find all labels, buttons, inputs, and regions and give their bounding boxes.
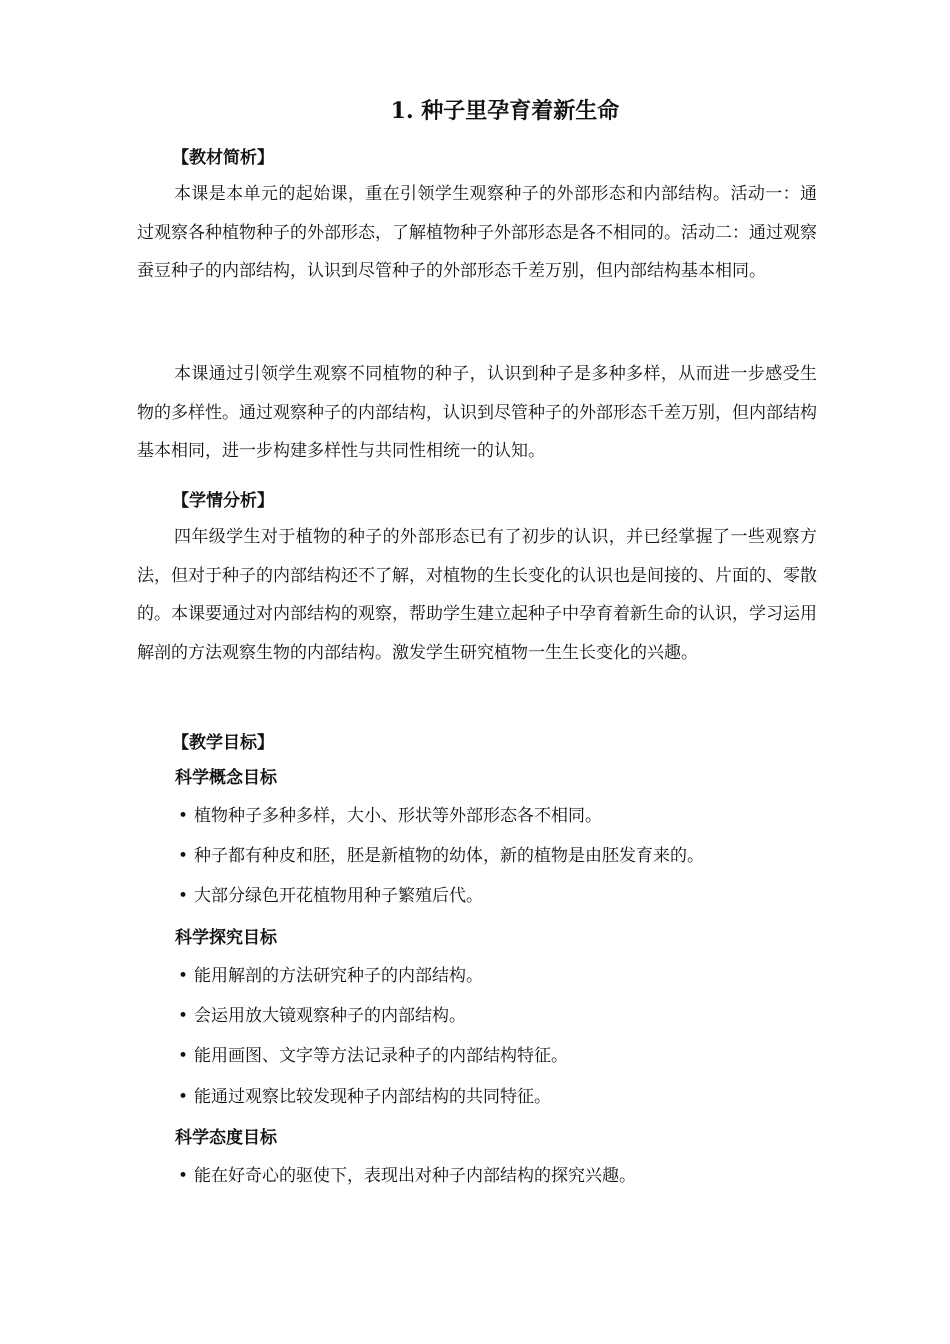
subheading-inquiry-goals: 科学探究目标 <box>175 928 277 948</box>
students-paragraph: 四年级学生对于植物的种子的外部形态已有了初步的认识，并已经掌握了一些观察方法，但对于种子的内部结构还不了解，对植物的生长变化的认识也是间接的、片面的、零散的。本课要通过对内部结构的观察，帮助学生建立起种子中孕育着新生命的认识，学习运用解剖的方法观察生物的内部结构。激发学生研究植物一生生长变化的兴趣。 <box>137 527 817 663</box>
subheading-attitude-goals: 科学态度目标 <box>175 1128 277 1148</box>
list-item: • 能通过观察比较发现种子内部结构的共同特征。 <box>178 1087 551 1107</box>
section-heading-students: 【学情分析】 <box>172 491 274 511</box>
list-item: • 植物种子多种多样，大小、形状等外部形态各不相同。 <box>178 806 602 826</box>
textbook-paragraph-2: 本课通过引领学生观察不同植物的种子，认识到种子是多种多样，从而进一步感受生物的多样性。通过观察种子的内部结构，认识到尽管种子的外部形态千差万别，但内部结构基本相同，进一步构建多样性与共同性相统一的认知。 <box>137 364 817 461</box>
list-item: • 大部分绿色开花植物用种子繁殖后代。 <box>178 886 483 906</box>
textbook-paragraph-1: 本课是本单元的起始课，重在引领学生观察种子的外部形态和内部结构。活动一：通过观察各种植物种子的外部形态，了解植物种子外部形态是各不相同的。活动二：通过观察蚕豆种子的内部结构，认识到尽管种子的外部形态千差万别，但内部结构基本相同。 <box>137 184 817 281</box>
section-heading-textbook: 【教材简析】 <box>172 148 274 168</box>
list-item: • 种子都有种皮和胚，胚是新植物的幼体，新的植物是由胚发育来的。 <box>178 846 704 866</box>
section-heading-goals: 【教学目标】 <box>172 733 274 753</box>
list-item: • 能在好奇心的驱使下，表现出对种子内部结构的探究兴趣。 <box>178 1166 636 1186</box>
subheading-concept-goals: 科学概念目标 <box>175 768 277 788</box>
list-item: • 能用解剖的方法研究种子的内部结构。 <box>178 966 483 986</box>
list-item: • 会运用放大镜观察种子的内部结构。 <box>178 1006 466 1026</box>
page-title: 1. 种子里孕育着新生命 <box>390 98 620 124</box>
list-item: • 能用画图、文字等方法记录种子的内部结构特征。 <box>178 1046 568 1066</box>
